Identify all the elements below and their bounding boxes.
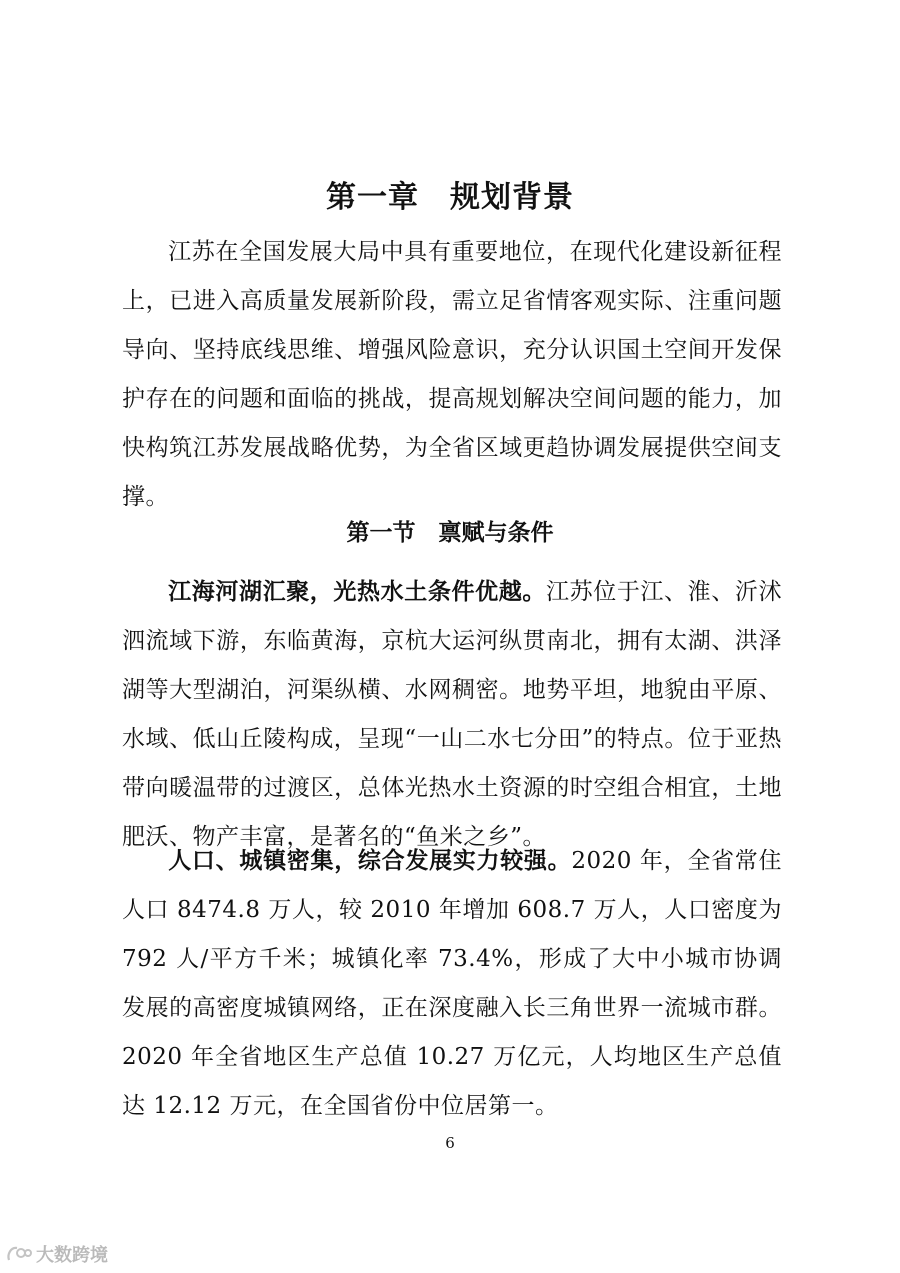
watermark-text: 大数跨境: [36, 1245, 108, 1266]
chapter-intro-text: 江苏在全国发展大局中具有重要地位，在现代化建设新征程上，已进入高质量发展新阶段，需立足省情客观实际、注重问题导向、坚持底线思维、增强风险意识，充分认识国土空间开发保护存在的问题和面临的挑战，提高规划解决空间问题的能力，加快构筑江苏发展战略优势，为全省区域更趋协调发展提供空间支撑。: [122, 239, 782, 510]
watermark-logo-icon: [6, 1244, 32, 1264]
section-title: 第一节 禀赋与条件: [346, 520, 554, 546]
page-number: 6: [445, 1134, 455, 1152]
paragraph-body: 2020 年，全省常住人口 8474.8 万人，较 2010 年增加 608.7 万人，人口密度为 792 人/平方千米；城镇化率 73.4%，形成了大中小城市协调发展的高密度城镇网络，正在深度融入长三角世界一流城市群。2020 年全省地区生产总值 10.27 万亿元，人均地区生产总值达 12.12 万元，在全国省份中位居第一。: [122, 848, 782, 1119]
paragraph-lead: 人口、城镇密集，综合发展实力较强。: [168, 848, 572, 874]
watermark: [6, 1241, 108, 1267]
paragraph-lead: 江海河湖汇聚，光热水土条件优越。: [168, 579, 546, 605]
paragraph-body: 江苏位于江、淮、沂沭泗流域下游，东临黄海，京杭大运河纵贯南北，拥有太湖、洪泽湖等大型湖泊，河渠纵横、水网稠密。地势平坦，地貌由平原、水域、低山丘陵构成，呈现“一山二水七分田”的特点。位于亚热带向暖温带的过渡区，总体光热水土资源的时空组合相宜，土地肥沃、物产丰富，是著名的“鱼米之乡”。: [122, 579, 783, 850]
chapter-intro-paragraph: [122, 228, 782, 522]
section-paragraph-1: [122, 568, 782, 862]
chapter-title: 第一章 规划背景: [326, 180, 574, 215]
section-paragraph-2: [122, 837, 782, 1131]
